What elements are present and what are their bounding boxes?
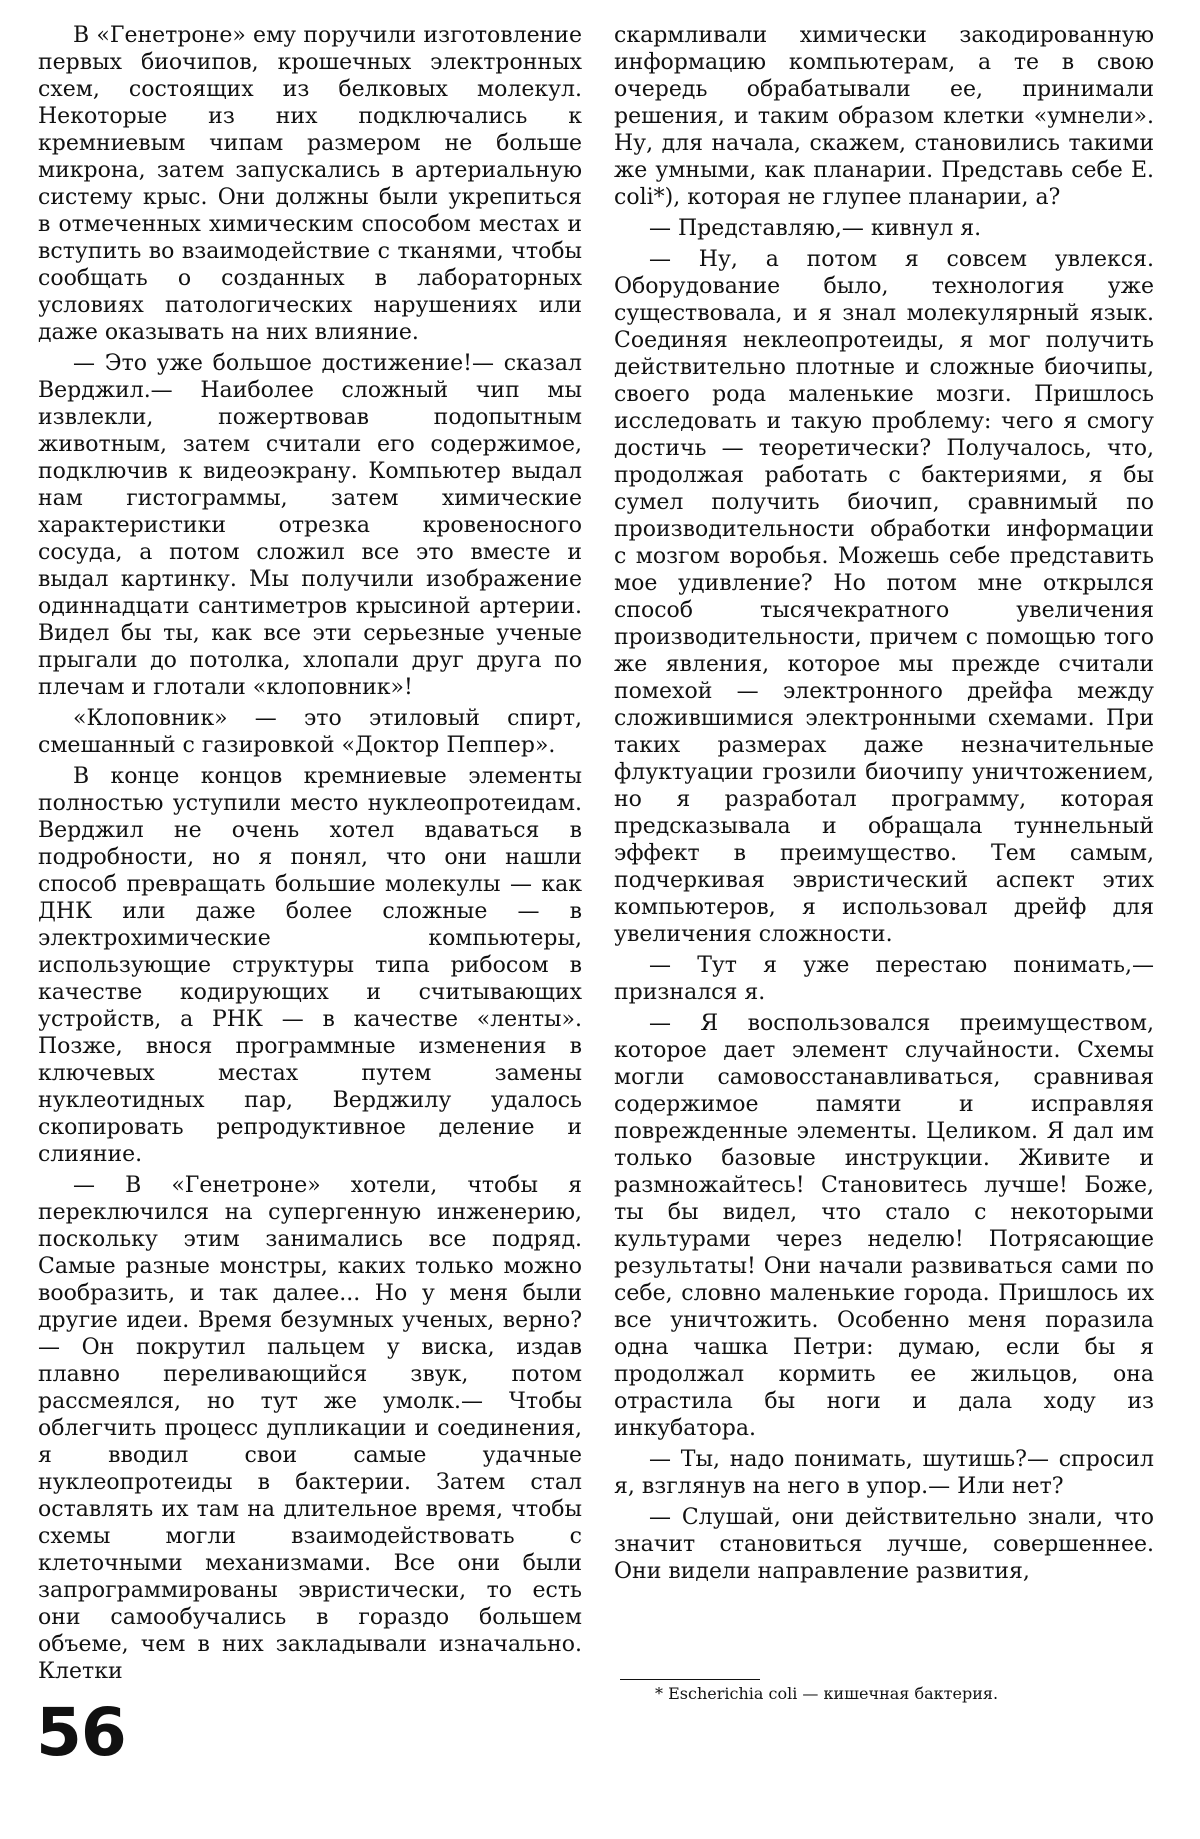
paragraph: В конце концов кремниевые элементы полностью уступили место нуклеопротеидам. Верджил не очень хотел вдаваться в подробности, но я понял, что они нашли способ превращать большие молекулы — как ДНК или даже более сложные — в электрохимические компьютеры, использующие структуры типа рибосом в качестве кодирующих и считывающих устройств, а РНК — в качестве «ленты». Позже, внося программные изменения в ключевых местах путем замены нуклеотидных пар, Верджилу удалось скопировать репродуктивное деление и слияние. xyxy=(38,764,582,1167)
footnote-divider xyxy=(620,1679,760,1680)
text-column-right xyxy=(614,22,1154,1589)
paragraph: — Представляю,— кивнул я. xyxy=(649,216,982,241)
paragraph-continued: скармливали химически закодированную информацию компьютерам, а те в свою очередь обрабатывали ее, принимали решения, и таким образом клетки «умнели». Ну, для начала, скажем, становились такими же умными, как планарии. Представь себе E. coli*), которая не глупее планарии, а? xyxy=(614,23,1154,210)
paragraph: — Ты, надо понимать, шутишь?— спросил я, взглянув на него в упор.— Или нет? xyxy=(614,1447,1154,1499)
page-number: 56 xyxy=(36,1694,126,1771)
paragraph: — Тут я уже перестаю понимать,— признался я. xyxy=(614,953,1154,1005)
paragraph: — Ну, а потом я совсем увлекся. Оборудование было, технология уже существовала, и я знал молекулярный язык. Соединяя неклеопротеиды, я мог получить действительно плотные и сложные биочипы, своего рода маленькие мозги. Пришлось исследовать и такую проблему: чего я смогу достичь — теоретически? Получалось, что, продолжая работать с бактериями, я бы сумел получить биочип, сравнимый по производительности обработки информации с мозгом воробья. Можешь себе представить мое удивление? Но потом мне открылся способ тысячекратного увеличения производительности, причем с помощью того же явления, которое мы прежде считали помехой — электронного дрейфа между сложившимися электронными схемами. При таких размерах даже незначительные флуктуации грозили биочипу уничтожением, но я разработал программу, которая предсказывала и обращала туннельный эффект в преимущество. Тем самым, подчеркивая эвристический аспект этих компьютеров, я использовал дрейф для увеличения сложности. xyxy=(614,247,1154,947)
paragraph: В «Генетроне» ему поручили изготовление первых биочипов, крошечных электронных схем, состоящих из белковых молекул. Некоторые из них подключались к кремниевым чипам размером не больше микрона, затем запускались в артериальную систему крыс. Они должны были укрепиться в отмеченных химическим способом местах и вступить во взаимодействие с тканями, чтобы сообщать о созданных в лабораторных условиях патологических нарушениях или даже оказывать на них влияние. xyxy=(38,23,582,345)
paragraph: — Это уже большое достижение!— сказал Верджил.— Наиболее сложный чип мы извлекли, пожертвовав подопытным животным, затем считали его содержимое, подключив к видеоэкрану. Компьютер выдал нам гистограммы, затем химические характеристики отрезка кровеносного сосуда, а потом сложил все это вместе и выдал картинку. Мы получили изображение одиннадцати сантиметров крысиной артерии. Видел бы ты, как все эти серьезные ученые прыгали до потолка, хлопали друг друга по плечам и глотали «клоповник»! xyxy=(38,351,582,700)
text-column-left xyxy=(38,22,582,1689)
paragraph: — Я воспользовался преимуществом, которое дает элемент случайности. Схемы могли самовосстанавливаться, сравнивая содержимое памяти и исправляя поврежденные элементы. Целиком. Я дал им только базовые инструкции. Живите и размножайтесь! Становитесь лучше! Боже, ты бы видел, что стало с некоторыми культурами через неделю! Потрясающие результаты! Они начали развиваться сами по себе, словно маленькие города. Пришлось их все уничтожить. Особенно меня поразила одна чашка Петри: думаю, если бы я продолжал кормить ее жильцов, она отрастила бы ноги и дала ходу из инкубатора. xyxy=(614,1011,1154,1441)
paragraph: — В «Генетроне» хотели, чтобы я переключился на супергенную инженерию, поскольку этим занимались все подряд. Самые разные монстры, каких только можно вообразить, и так далее... Но у меня были другие идеи. Время безумных ученых, верно?— Он покрутил пальцем у виска, издав плавно переливающийся звук, потом рассмеялся, но тут же умолк.— Чтобы облегчить процесс дупликации и соединения, я вводил свои самые удачные нуклеопротеиды в бактерии. Затем стал оставлять их там на длительное время, чтобы схемы могли взаимодействовать с клеточными механизмами. Все они были запрограммированы эвристически, то есть они самообучались в гораздо большем объеме, чем в них закладывали изначально. Клетки xyxy=(38,1173,582,1684)
paragraph: — Слушай, они действительно знали, что значит становиться лучше, совершеннее. Они видели направление развития, xyxy=(614,1505,1154,1584)
paragraph: «Клоповник» — это этиловый спирт, смешанный с газировкой «Доктор Пеппер». xyxy=(38,706,582,758)
footnote: * Escherichia coli — кишечная бактерия. xyxy=(655,1684,999,1703)
